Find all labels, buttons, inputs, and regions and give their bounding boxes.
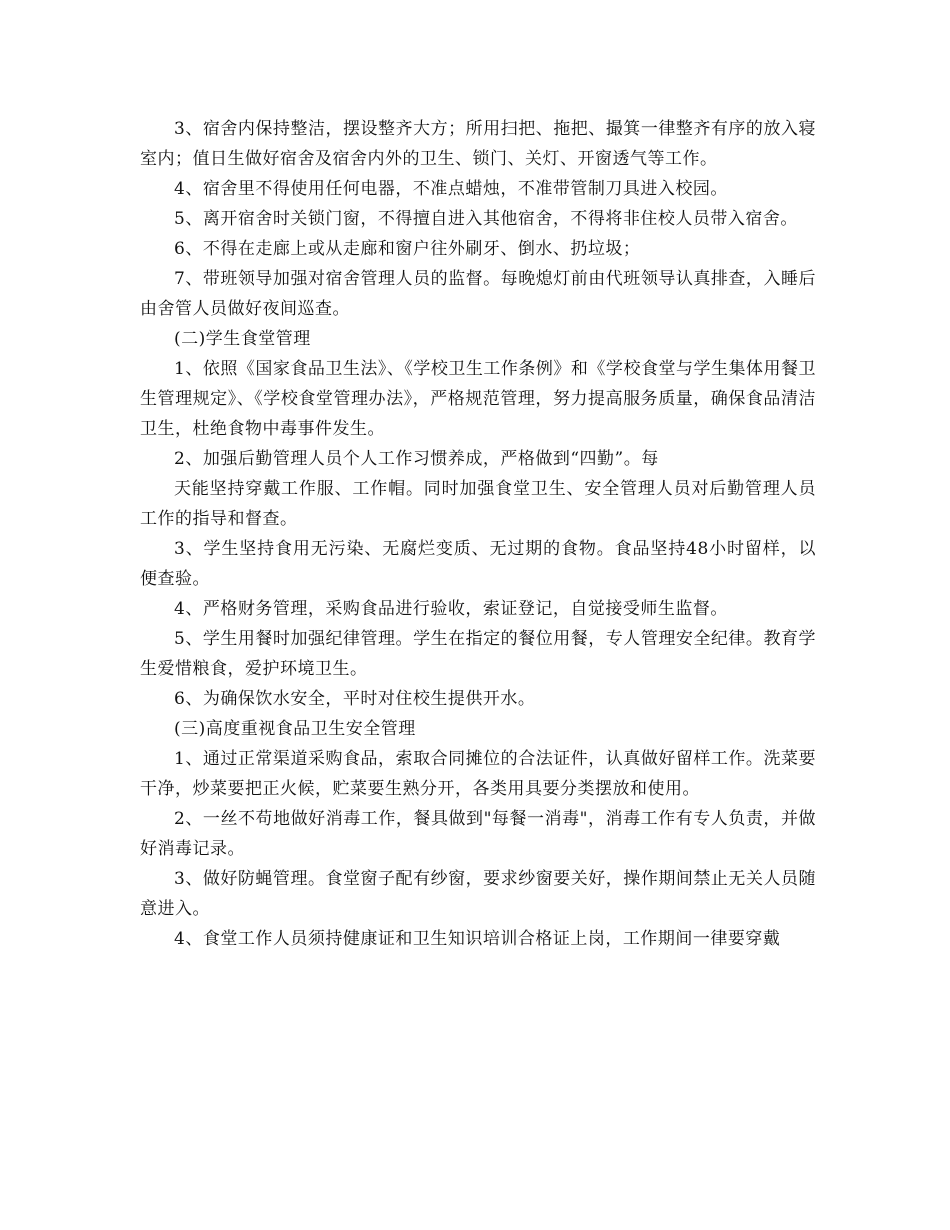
paragraph-canteen-finance: 4、严格财务管理，采购食品进行验收，索证登记，自觉接受师生监督。 — [174, 599, 728, 619]
paragraph-hygiene-procurement: 1、通过正常渠道采购食品，索取合同摊位的合法证件，认真做好留样工作。洗菜要干净，炒菜要把正火候，贮菜要生熟分开，各类用具要分类摆放和使用。 — [140, 749, 816, 799]
paragraph-canteen-regulations: 1、依照《国家食品卫生法》、《学校卫生工作条例》和《学校食堂与学生集体用餐卫生管理规定》、《学校食堂管理办法》，严格规范管理，努力提高服务质量，确保食品清洁卫生，杜绝食物中毒事件发生。 — [140, 359, 816, 439]
paragraph-canteen-uniform: 天能坚持穿戴工作服、工作帽。同时加强食堂卫生、安全管理人员对后勤管理人员工作的指导和督查。 — [140, 479, 816, 529]
section-heading-canteen: (二)学生食堂管理 — [174, 329, 311, 349]
paragraph-hygiene-flies: 3、做好防蝇管理。食堂窗子配有纱窗，要求纱窗要关好，操作期间禁止无关人员随意进入。 — [140, 869, 816, 919]
section-heading-food-hygiene: (三)高度重视食品卫生安全管理 — [174, 719, 416, 739]
paragraph-canteen-discipline: 5、学生用餐时加强纪律管理。学生在指定的餐位用餐，专人管理安全纪律。教育学生爱惜粮食，爱护环境卫生。 — [140, 629, 816, 679]
paragraph-dorm-corridor: 6、不得在走廊上或从走廊和窗户往外刷牙、倒水、扔垃圾； — [174, 239, 641, 259]
document-body — [140, 114, 816, 954]
paragraph-hygiene-staff: 4、食堂工作人员须持健康证和卫生知识培训合格证上岗，工作期间一律要穿戴 — [174, 929, 781, 949]
paragraph-dorm-cleanliness: 3、宿舍内保持整洁，摆设整齐大方；所用扫把、拖把、撮箕一律整齐有序的放入寝室内；值日生做好宿舍及宿舍内外的卫生、锁门、关灯、开窗透气等工作。 — [140, 119, 816, 169]
paragraph-canteen-food-safety: 3、学生坚持食用无污染、无腐烂变质、无过期的食物。食品坚持48小时留样，以便查验。 — [140, 539, 816, 589]
paragraph-canteen-habits: 2、加强后勤管理人员个人工作习惯养成，严格做到“四勤”。每 — [174, 449, 659, 469]
paragraph-dorm-locking: 5、离开宿舍时关锁门窗，不得擅自进入其他宿舍，不得将非住校人员带入宿舍。 — [174, 209, 798, 229]
paragraph-canteen-water: 6、为确保饮水安全，平时对住校生提供开水。 — [174, 689, 536, 709]
paragraph-dorm-electrical: 4、宿舍里不得使用任何电器，不准点蜡烛，不准带管制刀具进入校园。 — [174, 179, 728, 199]
paragraph-dorm-supervision: 7、带班领导加强对宿舍管理人员的监督。每晚熄灯前由代班领导认真排查，入睡后由舍管人员做好夜间巡查。 — [140, 269, 816, 319]
paragraph-hygiene-disinfection: 2、一丝不苟地做好消毒工作，餐具做到"每餐一消毒"，消毒工作有专人负责，并做好消毒记录。 — [140, 809, 816, 859]
